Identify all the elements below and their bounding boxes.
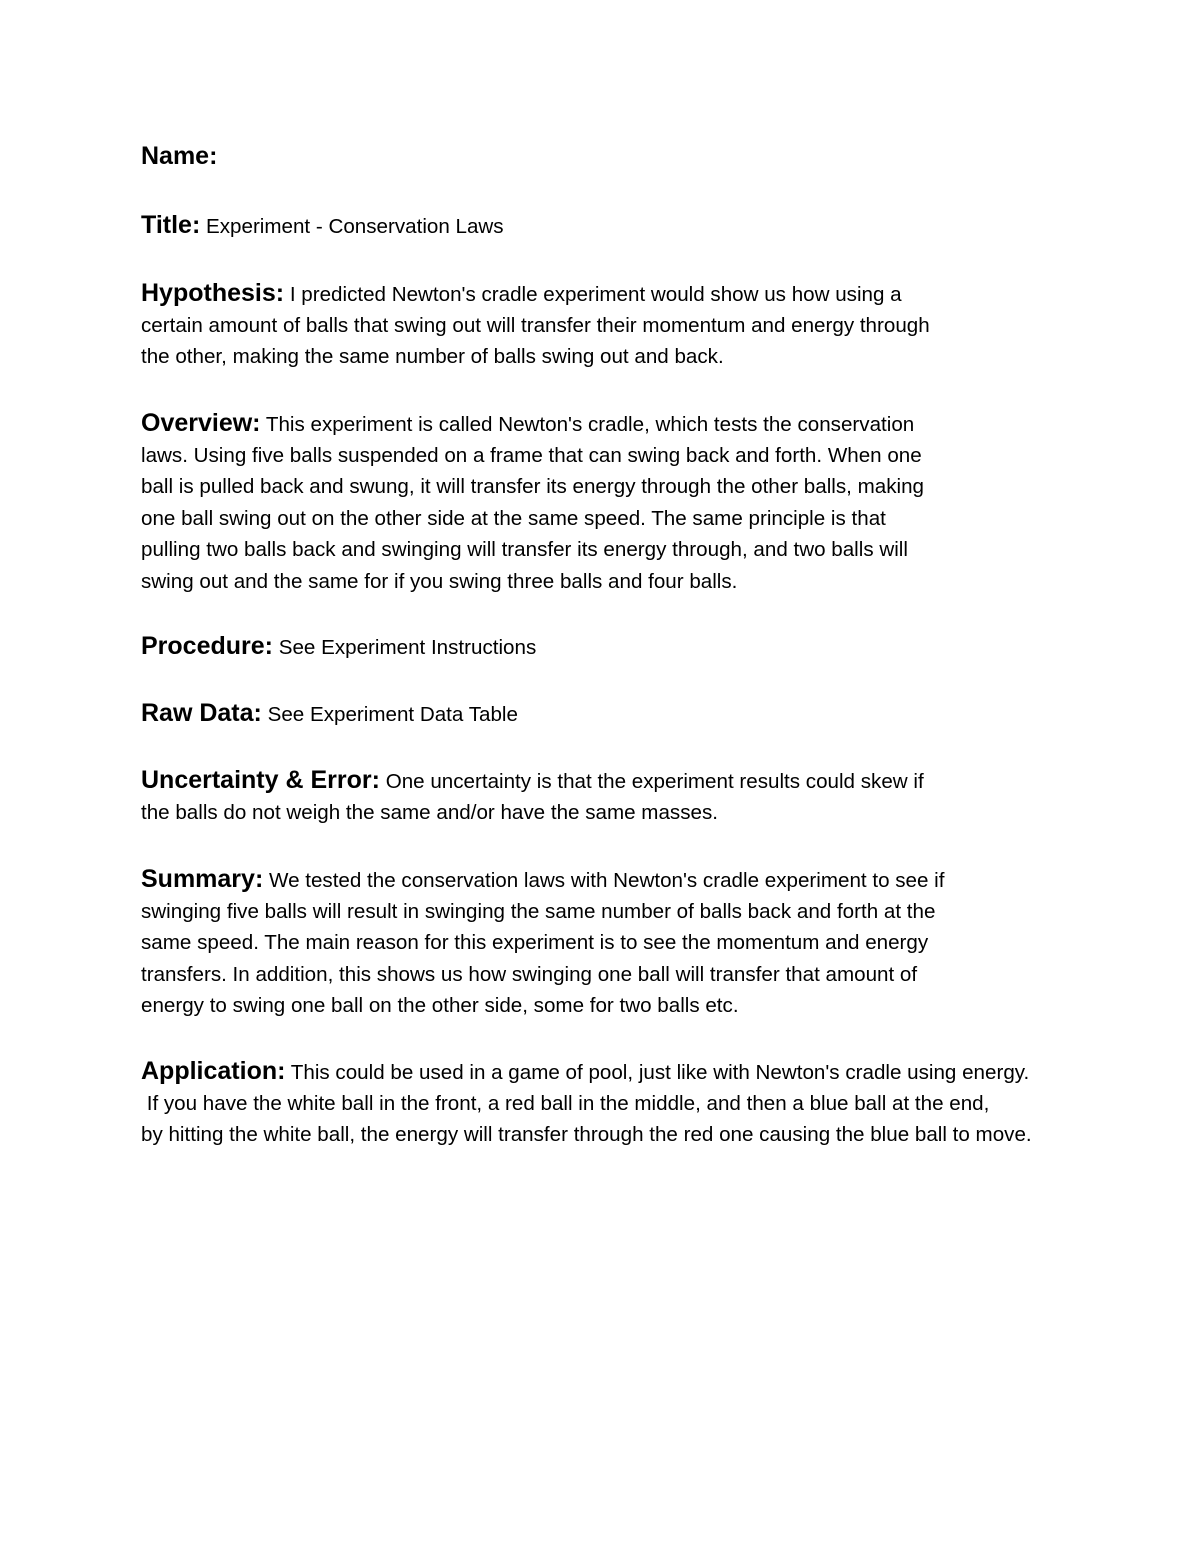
name-section bbox=[141, 141, 217, 173]
application-text: This could be used in a game of pool, just like with Newton's cradle using energy. bbox=[290, 1061, 1030, 1084]
summary-text: We tested the conservation laws with Newton's cradle experiment to see if bbox=[269, 869, 945, 892]
procedure-line bbox=[141, 631, 536, 663]
overview-line: pulling two balls back and swinging will transfer its energy through, and two balls will bbox=[141, 538, 908, 561]
procedure-section bbox=[141, 631, 536, 663]
title-line bbox=[141, 210, 504, 242]
raw-data-line bbox=[141, 698, 518, 730]
summary-line: transfers. In addition, this shows us how swinging one ball will transfer that amount of bbox=[141, 962, 918, 986]
hypothesis-line: the other, making the same number of balls swing out and back. bbox=[141, 345, 724, 368]
title-label: Title: bbox=[141, 211, 201, 239]
overview-section bbox=[141, 408, 924, 597]
overview-line: laws. Using five balls suspended on a frame that can swing back and forth. When one bbox=[141, 443, 922, 467]
summary-label: Summary: bbox=[141, 865, 264, 893]
hypothesis-line bbox=[141, 278, 930, 310]
application-line: If you have the white ball in the front, a red ball in the middle, and then a blue ball at the end, bbox=[141, 1091, 990, 1115]
uncertainty-label: Uncertainty & Error: bbox=[141, 766, 380, 794]
raw-data-section bbox=[141, 698, 518, 730]
uncertainty-line: the balls do not weigh the same and/or have the same masses. bbox=[141, 800, 718, 824]
name-line bbox=[141, 141, 217, 173]
hypothesis-section bbox=[141, 278, 930, 373]
raw-data-value: See Experiment Data Table bbox=[267, 703, 518, 726]
uncertainty-text: One uncertainty is that the experiment results could skew if bbox=[385, 770, 924, 793]
uncertainty-line bbox=[141, 765, 924, 797]
title-section bbox=[141, 210, 504, 242]
procedure-label: Procedure: bbox=[141, 632, 273, 660]
overview-line: one ball swing out on the other side at the same speed. The same principle is that bbox=[141, 506, 886, 530]
summary-line: swinging five balls will result in swinging the same number of balls back and forth at the bbox=[141, 899, 936, 923]
overview-label: Overview: bbox=[141, 409, 261, 437]
summary-section bbox=[141, 864, 944, 1022]
uncertainty-section bbox=[141, 765, 924, 828]
application-section bbox=[141, 1056, 1032, 1151]
application-line: by hitting the white ball, the energy will transfer through the red one causing the blue ball to move. bbox=[141, 1123, 1032, 1146]
hypothesis-label: Hypothesis: bbox=[141, 279, 285, 307]
hypothesis-line: certain amount of balls that swing out will transfer their momentum and energy through bbox=[141, 313, 930, 337]
summary-line bbox=[141, 864, 944, 896]
procedure-value: See Experiment Instructions bbox=[278, 636, 537, 659]
application-line bbox=[141, 1056, 1032, 1088]
hypothesis-text: I predicted Newton's cradle experiment would show us how using a bbox=[289, 283, 902, 306]
overview-line bbox=[141, 408, 924, 440]
overview-line: ball is pulled back and swung, it will transfer its energy through the other balls, making bbox=[141, 475, 924, 498]
title-value: Experiment - Conservation Laws bbox=[206, 215, 504, 238]
name-label: Name: bbox=[141, 142, 218, 170]
overview-line: swing out and the same for if you swing three balls and four balls. bbox=[141, 569, 738, 593]
raw-data-label: Raw Data: bbox=[141, 699, 262, 727]
application-label: Application: bbox=[141, 1057, 286, 1085]
summary-line: energy to swing one ball on the other side, some for two balls etc. bbox=[141, 994, 739, 1017]
summary-line: same speed. The main reason for this experiment is to see the momentum and energy bbox=[141, 931, 929, 954]
overview-text: This experiment is called Newton's cradle, which tests the conservation bbox=[265, 413, 915, 436]
